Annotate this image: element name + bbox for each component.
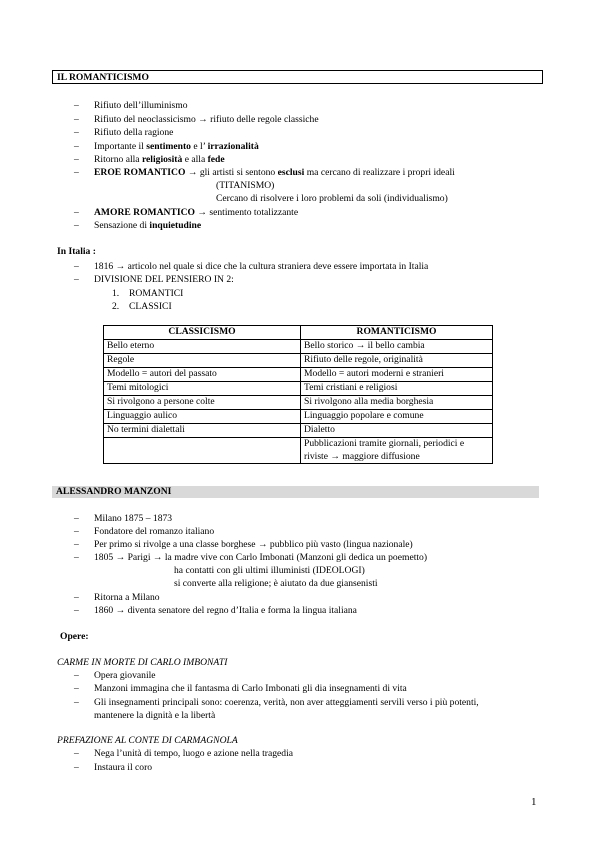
table-cell: Modello = autori moderni e stranieri [301,368,493,382]
list-dash: – [74,261,79,272]
list-item: Gli insegnamenti principali sono: coerenza, verità, non aver atteggiamenti servili verso i più potenti, [94,697,479,708]
list-dash: – [74,220,79,231]
table-row [104,424,493,438]
table-cell: Bello eterno [104,340,301,354]
work-title: CARME IN MORTE DI CARLO IMBONATI [57,657,228,668]
section-title-box [52,70,543,84]
list-item: EROE ROMANTICO → gli artisti si sentono esclusi ma cercano di realizzare i propri ideali [94,167,455,178]
list-dash: – [74,605,79,616]
table-cell: Modello = autori del passato [104,368,301,382]
numbered-marker: 1. [112,288,120,299]
list-dash: – [74,141,79,152]
list-item: Milano 1875 – 1873 [94,513,173,524]
list-item: AMORE ROMANTICO → sentimento totalizzante [94,207,299,218]
list-dash: – [74,167,79,178]
table-header-row [104,326,493,340]
table-cell: Si rivolgono a persone colte [104,396,301,410]
list-item: Fondatore del romanzo italiano [94,526,215,537]
list-dash: – [74,154,79,165]
table-row [104,368,493,382]
list-item: 1860 → diventa senatore del regno d’Italia e forma la lingua italiana [94,605,357,616]
table-row [104,438,493,464]
list-dash: – [74,207,79,218]
numbered-item: ROMANTICI [129,288,184,299]
list-dash: – [74,539,79,550]
table-row [104,382,493,396]
subsection-heading: Opere: [60,631,89,642]
list-dash: – [74,274,79,285]
list-item: Nega l’unità di tempo, luogo e azione nella tragedia [94,748,293,759]
list-item: Rifiuto dell’illuminismo [94,100,188,111]
list-item-continuation: mantenere la dignità e la libertà [94,710,216,721]
numbered-item: CLASSICI [129,301,172,312]
table-cell: Temi mitologici [104,382,301,396]
list-dash: – [74,114,79,125]
work-title: PREFAZIONE AL CONTE DI CARMAGNOLA [57,735,238,746]
list-dash: – [74,762,79,773]
subsection-heading: In Italia : [57,246,96,257]
list-item: DIVISIONE DEL PENSIERO IN 2: [94,274,234,285]
list-item: Importante il sentimento e l’ irrazionalità [94,141,259,152]
table-cell: Dialetto [301,424,493,438]
list-dash: – [74,592,79,603]
list-item: Manzoni immagina che il fantasma di Carlo Imbonati gli dia insegnamenti di vita [94,683,407,694]
list-dash: – [74,552,79,563]
table-cell: Pubblicazioni tramite giornali, periodici e riviste → maggiore diffusione [301,438,493,464]
section-title: ALESSANDRO MANZONI [56,486,172,497]
list-item: 1816 → articolo nel quale si dice che la cultura straniera deve essere importata in Italia [94,261,429,272]
list-item: Ritorno alla religiosità e alla fede [94,154,225,165]
table-header: ROMANTICISMO [301,326,493,340]
table-row [104,354,493,368]
table-header: CLASSICISMO [104,326,301,340]
table-row [104,410,493,424]
table-cell: Linguaggio popolare e comune [301,410,493,424]
list-dash: – [74,513,79,524]
comparison-table [103,325,493,464]
list-dash: – [74,526,79,537]
numbered-marker: 2. [112,301,120,312]
list-item-continuation: ha contatti con gli ultimi illuministi (IDEOLOGI) [174,565,365,576]
page-number: 1 [531,796,537,808]
list-dash: – [74,670,79,681]
list-item: Instaura il coro [94,762,153,773]
table-cell [104,438,301,464]
list-item: Ritorna a Milano [94,592,160,603]
list-item: Rifiuto del neoclassicismo → rifiuto delle regole classiche [94,114,319,125]
list-dash: – [74,127,79,138]
table-cell: Linguaggio aulico [104,410,301,424]
table-row [104,340,493,354]
list-item-continuation: Cercano di risolvere i loro problemi da soli (individualismo) [216,193,448,204]
list-dash: – [74,683,79,694]
list-item-continuation: si converte alla religione; è aiutato da due giansenisti [174,578,378,589]
section-title: IL ROMANTICISMO [57,72,149,83]
table-cell: Rifiuto delle regole, originalità [301,354,493,368]
list-item: Sensazione di inquietudine [94,220,202,231]
section-title-box [52,486,539,498]
list-item: Opera giovanile [94,670,156,681]
table-row [104,396,493,410]
list-item: 1805 → Parigi → la madre vive con Carlo Imbonati (Manzoni gli dedica un poemetto) [94,552,428,563]
table-cell: No termini dialettali [104,424,301,438]
list-dash: – [74,748,79,759]
list-dash: – [74,697,79,708]
list-item: Rifiuto della ragione [94,127,174,138]
list-item-continuation: (TITANISMO) [216,180,275,191]
list-dash: – [74,100,79,111]
table-cell: Bello storico → il bello cambia [301,340,493,354]
table-cell: Regole [104,354,301,368]
list-item: Per primo si rivolge a una classe borghese → pubblico più vasto (lingua nazionale) [94,539,413,550]
table-cell: Si rivolgono alla media borghesia [301,396,493,410]
table-cell: Temi cristiani e religiosi [301,382,493,396]
